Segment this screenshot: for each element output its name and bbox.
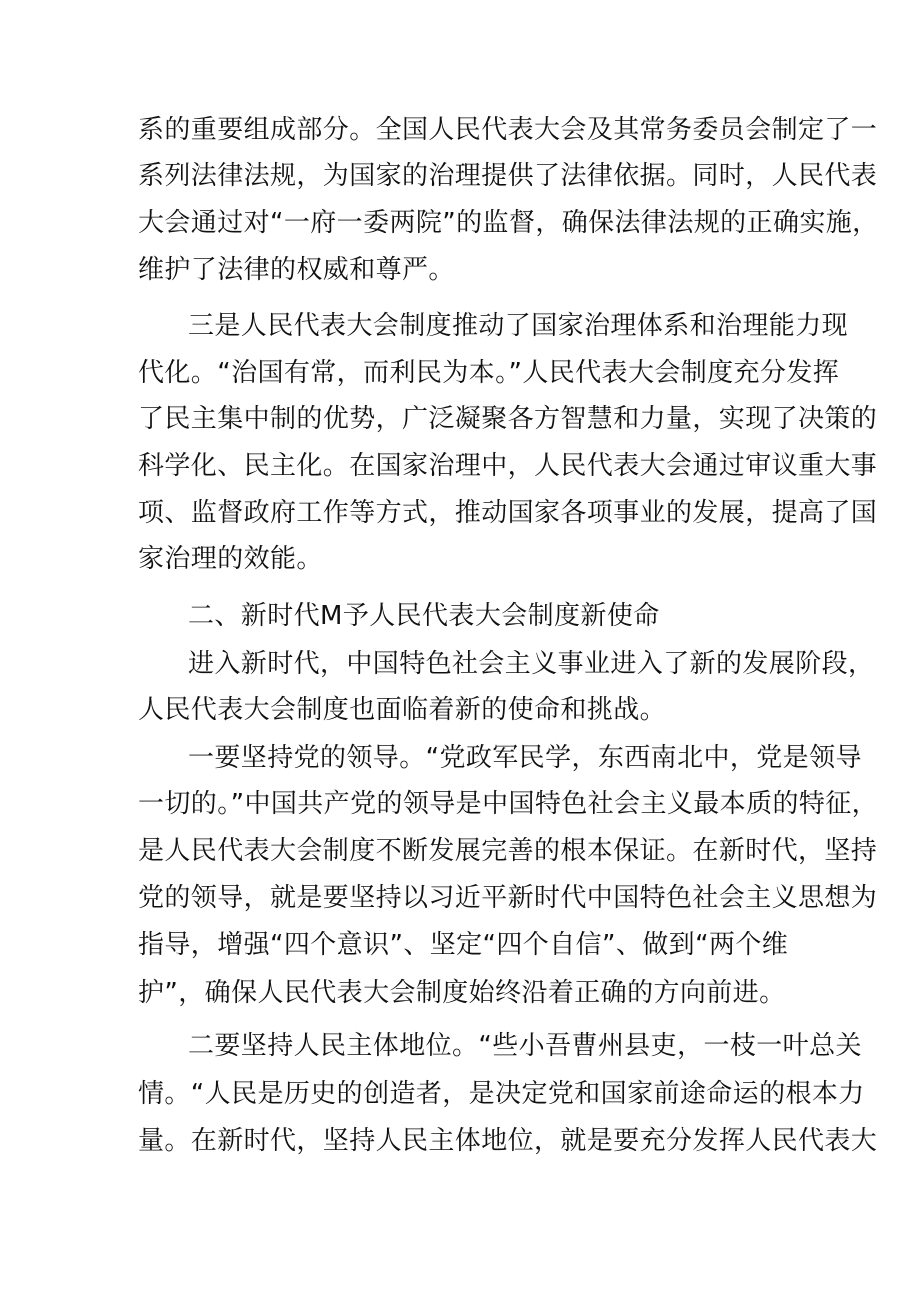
text-line-19: 护”，确保人民代表大会制度始终沿着正确的方向前进。 [138, 978, 786, 1008]
text-line-18: 指导，增强“四个意识”、坚定“四个自信”、做到“两个维 [138, 930, 789, 960]
text-line-4: 维护了法律的权威和尊严。 [138, 255, 455, 285]
text-line-15: 一切的。”中国共产党的领导是中国特色社会主义最本质的特征， [138, 789, 879, 819]
text-line-1: 系的重要组成部分。全国人民代表大会及其常务委员会制定了一 [138, 115, 878, 145]
paragraph-party-leadership-start: 一要坚持党的领导。“党政军民学，东西南北中，党是领导 [188, 743, 862, 773]
text-line-3: 大会通过对“一府一委两院”的监督，确保法律法规的正确实施， [138, 208, 879, 238]
text-line-6: 代化。“治国有常，而利民为本。”人民代表大会制度充分发挥 [138, 358, 840, 388]
text-line-7: 了民主集中制的优势，广泛凝聚各方智慧和力量，实现了决策的 [138, 404, 878, 434]
text-line-22: 量。在新时代，坚持人民主体地位，就是要充分发挥人民代表大 [138, 1126, 878, 1156]
text-line-8: 科学化、民主化。在国家治理中，人民代表大会通过审议重大事 [138, 451, 878, 481]
text-line-13: 人民代表大会制度也面临着新的使命和挑战。 [138, 695, 667, 725]
section-heading: 二、新时代M予人民代表大会制度新使命 [188, 601, 660, 631]
text-line-17: 党的领导，就是要坚持以习近平新时代中国特色社会主义思想为 [138, 883, 878, 913]
text-line-10: 家治理的效能。 [138, 544, 323, 574]
paragraph-people-start: 二要坚持人民主体地位。“些小吾曹州县吏，一枝一叶总关 [188, 1031, 862, 1061]
text-line-21: 情。“人民是历史的创造者，是决定党和国家前途命运的根本力 [138, 1079, 865, 1109]
text-line-9: 项、监督政府工作等方式，推动国家各项事业的发展，提高了国 [138, 498, 878, 528]
paragraph-new-era-start: 进入新时代，中国特色社会主义事业进入了新的发展阶段， [188, 649, 875, 679]
paragraph-three-start: 三是人民代表大会制度推动了国家治理体系和治理能力现 [188, 311, 849, 341]
text-line-2: 系列法律法规，为国家的治理提供了法律依据。同时，人民代表 [138, 161, 878, 191]
text-line-16: 是人民代表大会制度不断发展完善的根本保证。在新时代，坚持 [138, 836, 878, 866]
